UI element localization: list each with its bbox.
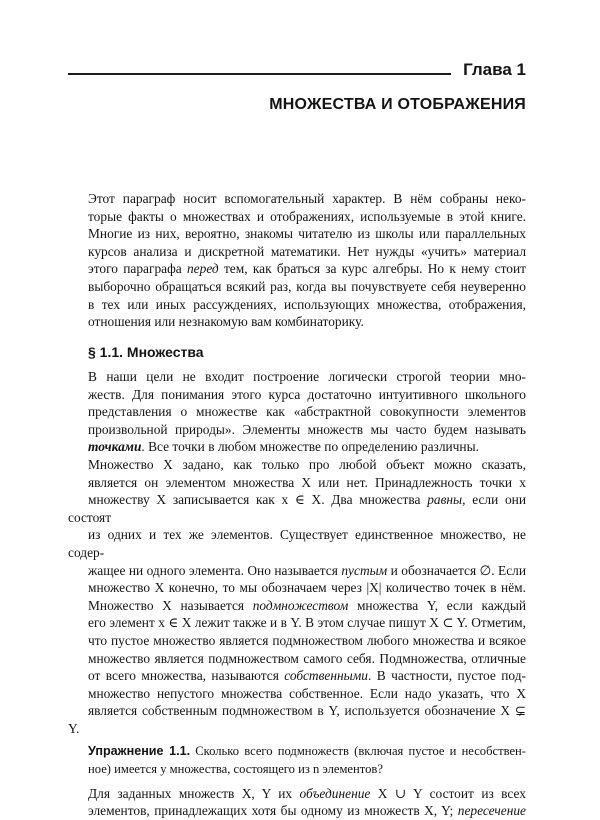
paragraph-subsets [68, 597, 526, 738]
text-line: торые факты о множествах и отображениях, используемые в этой книге. [88, 208, 526, 224]
text-line: жащее ни одного элемента. Оно называется пустым и обозначается ∅. Если [88, 562, 526, 578]
section-body [68, 368, 526, 820]
text-line: множество X конечно, то мы обозначаем через |X| количество точек в нём. [88, 580, 526, 596]
chapter-title: МНОЖЕСТВА И ОТОБРАЖЕНИЯ [269, 96, 526, 113]
intro-paragraph [68, 190, 526, 331]
chapter-header [68, 56, 526, 80]
exercise-label: Упражнение 1.1. [88, 744, 191, 759]
text-line: является собственным подмножеством в Y, используется обозначение X ⊊ Y. [68, 703, 526, 736]
text-line: Упражнение 1.1. Сколько всего подмножеств (включая пустое и несобствен- [88, 744, 526, 759]
term-empty: пустым [341, 562, 388, 578]
paragraph-sets-intro [68, 368, 526, 456]
text-line: Для заданных множеств X, Y их объединение X ∪ Y состоит из всех [88, 785, 526, 801]
text-line: Многие из них, вероятно, знакомы читателю из школы или параллельных [88, 226, 526, 242]
term-points: точками [88, 439, 142, 455]
text-line: является он элементом множества X или нет. Принадлежность точки x [88, 474, 526, 490]
chapter-label: Глава 1 [463, 60, 526, 79]
term-equal: равны [427, 492, 463, 508]
emphasis: перед [186, 261, 219, 277]
text-line: точками. Все точки в любом множестве по определению различны. [88, 439, 479, 455]
text-line: ное) имеется у множества, состоящего из n элементов? [88, 762, 383, 777]
text-line: жеств. Для понимания этого курса достаточно интуитивного школьного [88, 386, 526, 402]
term-proper: собственными [284, 668, 368, 684]
exercise-1-1 [68, 743, 526, 778]
section-title: § 1.1. Множества [88, 344, 204, 360]
text-line: что пустое множество является подмножеством любого множества и всякое [88, 632, 526, 648]
text-line: множество является подмножеством самого себя. Подмножества, отличные [88, 650, 526, 666]
paragraph-set-defined [68, 456, 526, 597]
text-line: множество непустого множества собственное. Если надо указать, что X [88, 685, 526, 701]
text-line: Этот параграф носит вспомогательный характер. В нём собраны неко- [88, 191, 526, 206]
term-union: объединение [299, 785, 371, 801]
text-line: В наши цели не входит построение логически строгой теории мно- [88, 369, 526, 384]
text-line: Множество X задано, как только про любой объект можно сказать, [88, 456, 526, 472]
paragraph-union [68, 785, 526, 820]
text-line: из одних и тех же элементов. Существует единственное множество, не содер- [68, 527, 526, 560]
text-line: представления о множестве как «абстрактной совокупности элементов [88, 404, 526, 420]
text-line: его элемент x ∈ X лежит также и в Y. В этом случае пишут X ⊂ Y. Отметим, [88, 615, 526, 631]
text-line: курсов анализа и дискретной математики. Нет нужды «учить» материал [88, 243, 526, 259]
text-line: в тех или иных рассуждениях, использующих множества, отображения, [88, 296, 526, 312]
text-line: элементов, принадлежащих хотя бы одному из множеств X, Y; пересечение [88, 803, 526, 819]
text-line: этого параграфа перед тем, как браться за курс алгебры. Но к нему стоит [88, 261, 526, 277]
term-subset: подмножеством [252, 597, 349, 613]
term-intersection: пересечение [457, 803, 526, 819]
text-line: множеству X записывается как x ∈ X. Два множества равны, если они состоят [68, 492, 527, 525]
text-line: отношения или незнакомую вам комбинаторику. [88, 314, 364, 330]
text-line: Множество X называется подмножеством множества Y, если каждый [88, 597, 526, 613]
text-line: выборочно обращаться всякий раз, когда вы почувствуете себя неуверенно [88, 278, 526, 294]
text-line: произвольной природы». Элементы множеств мы часто будем называть [88, 421, 526, 437]
header-rule [68, 73, 451, 75]
text-line: от всего множества, называются собственными. В частности, пустое под- [88, 668, 526, 684]
